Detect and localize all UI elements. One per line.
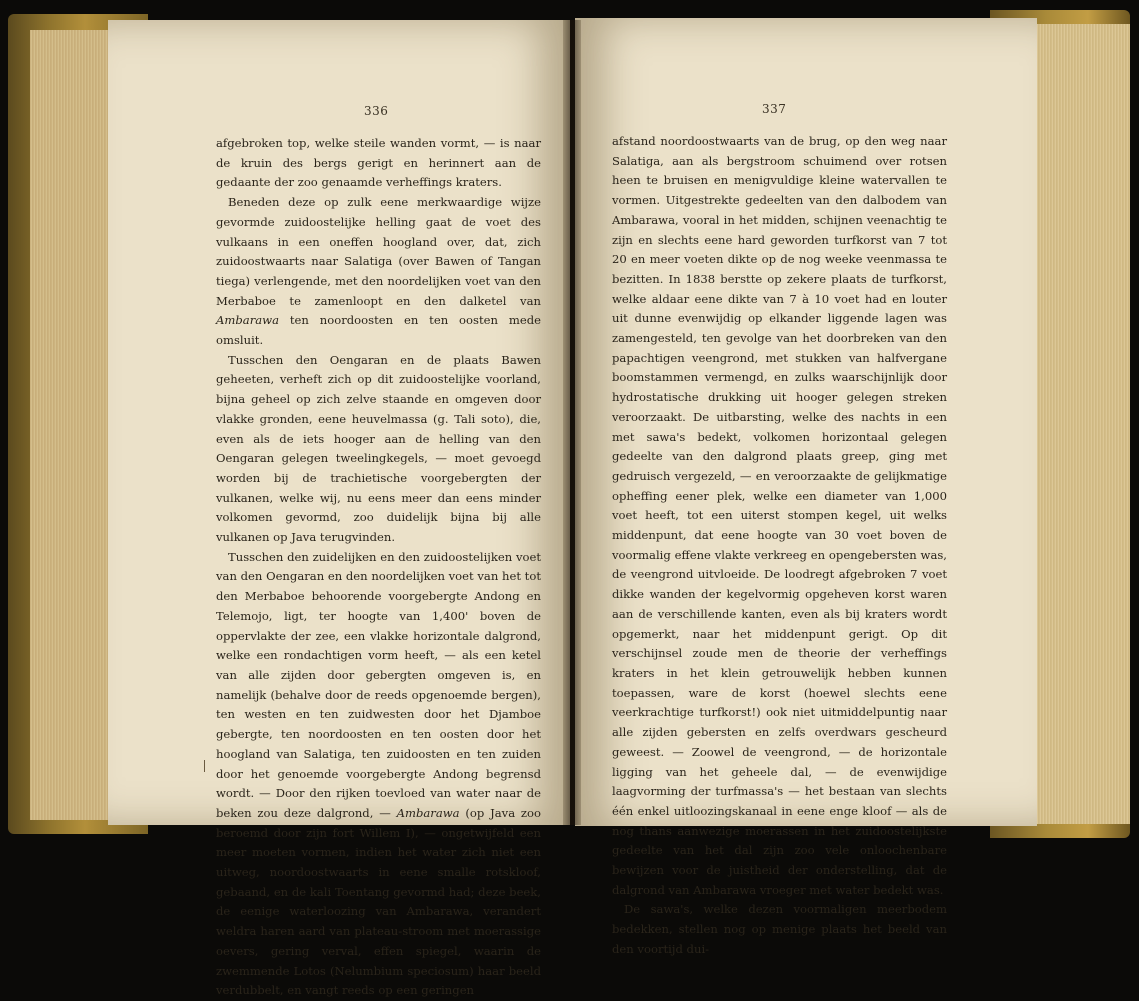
left-page xyxy=(108,20,570,998)
italic-place-name: Ambarawa xyxy=(216,313,279,328)
paragraph xyxy=(216,193,541,351)
paragraph xyxy=(216,134,541,193)
page-number: 337 xyxy=(762,102,787,116)
paragraph xyxy=(612,132,947,900)
page-body-text xyxy=(216,134,541,1001)
page-number: 336 xyxy=(364,104,389,118)
paragraph xyxy=(216,351,541,548)
text-run: Beneden deze op zulk eene merkwaardige wijze gevormde zuidoostelijke helling gaat de voet des vulkaans in een oneffen hoogland over, dat, zich zuidoostwaarts naar Salatiga (over Bawen of Tangan tiega) verlengende, met den noordelijken voet van den Merbaboe te zamenloopt en den dalketel van xyxy=(216,195,541,308)
page-edges-right xyxy=(1030,24,1130,824)
text-run: afstand noordoostwaarts van de brug, op den weg naar Salatiga, aan als bergstroom schuimend over rotsen heen te bruisen en menigvuldige kleine watervallen te vormen. Uitgestrekte gedeelten van den dalbodem van Ambarawa, vooral in het midden, schijnen veenachtig te zijn en slechts eene hard geworden turfkorst van 7 tot 20 en meer voeten dikte op de nog weeke veenmassa te bezitten. In 1838 berstte op zekere plaats de turfkorst, welke aldaar eene dikte van 7 à 10 voet had en louter uit dunne evenwijdig op elkander liggende lagen was zamengesteld, ten gevolge van het doorbreken van den papachtigen veengrond, met stukken van halfvergane boomstammen vermengd, en zulks waarschijnlijk door hydrostatische drukking uit hooger gelegen streken veroorzaakt. De uitbarsting, welke des nachts in een met sawa's bedekt, volkomen horizontaal gelegen gedeelte van den dalgrond plaats greep, ging met gedruisch vergezeld, — en veroorzaakte de gelijkmatige opheffing eener plek, welke een diameter van 1,000 voet heeft, tot een uiterst stompen kegel, uit welks middenpunt, dat eene hoogte van 30 voet boven de voormalig effene vlakte verkreeg en opengebersten was, de veengrond uitvloeide. De loodregt afgebroken 7 voet dikke wanden der kegelvormig opgeheven korst waren aan de verschillende kanten, even als bij kraters wordt opgemerkt, naar het middenpunt gerigt. Op dit verschijnsel zoude men de theorie der verheffings kraters in het klein getrouwelijk hebben kunnen toepassen, ware de korst (hoewel slechts eene veerkrachtige turfkorst!) ook niet uitmiddelpuntig naar alle zijden gebersten en zelfs overdwars gescheurd geweest. — Zoowel de veengrond, — de horizontale ligging van het geheele dal, — de evenwijdige laagvorming der turfmassa's — het bestaan van slechts één enkel uitloozingskanaal in eene enge kloof — als de nog thans aanwezige moerassen in het zuidoostelijkste gedeelte van het dal zijn zoo vele onloochenbare bewijzen voor de juistheid der onderstelling, dat de dalgrond van Ambarawa vroeger met water bedekt was. xyxy=(612,134,947,897)
text-run: ten noordoosten en ten oosten mede omsluit. xyxy=(216,313,541,348)
text-run: De sawa's, welke dezen voormaligen meerbodem bedekken, stellen nog op menige plaats het beeld van den voortijd dui- xyxy=(612,902,947,956)
paragraph xyxy=(216,548,541,1001)
text-run: afgebroken top, welke steile wanden vormt, — is naar de kruin des bergs gerigt en herinnert aan de gedaante der zoo genaamde verheffings kraters. xyxy=(216,136,541,190)
margin-mark xyxy=(204,760,205,772)
page-body-text xyxy=(612,132,947,960)
text-run: Tusschen den Oengaran en de plaats Bawen geheeten, verheft zich op dit zuidoostelijke voorland, bijna geheel op zich zelve staande en omgeven door vlakke gronden, eene heuvelmassa (g. Tali soto), die, even als de iets hooger aan de helling van den Oengaran gelegen tweelingkegels, — moet gevoegd worden bij de trachietische voorgebergten der vulkanen, welke wij, nu eens meer dan eens minder volkomen gevormd, zoo duidelijk bijna bij alle vulkanen op Java terugvinden. xyxy=(216,352,541,545)
text-run: (op Java zoo beroemd door zijn fort Willem I), — ongetwijfeld een meer moeten vormen, indien het water zich niet een uitweg, noordoostwaarts in eene smalle rotskloof, gebaand, en de kali Toentang gevormd had; deze beek, de eenige waterloozing van Ambarawa, verandert weldra haren aard van plateau-stroom met moerassige oevers, gering verval, effen spiegel, waarin de zwemmende Lotos (Nelumbium speciosum) haar beeld verdubbelt, en vangt reeds op een geringen xyxy=(216,805,541,998)
paragraph xyxy=(612,900,947,959)
book-gutter xyxy=(563,20,581,825)
right-page xyxy=(575,18,1037,956)
text-run: Tusschen den zuidelijken en den zuidoostelijken voet van den Oengaran en den noordelijken voet van het tot den Merbaboe behoorende voorgebergte Andong en Telemojo, ligt, ter hoogte van 1,400' boven de oppervlakte der zee, een vlakke horizontale dalgrond, welke een rondachtigen vorm heeft, — als een ketel van alle zijden door gebergten omgeven is, en namelijk (behalve door de reeds opgenoemde bergen), ten westen en ten zuidwesten door het Djamboe gebergte, ten noordoosten en ten oosten door het hoogland van Salatiga, ten zuidoosten en ten zuiden door het genoemde voorgebergte Andong begrensd wordt. — Door den rijken toevloed van water naar de beken zou deze dalgrond, — xyxy=(216,549,541,820)
italic-place-name: Ambarawa xyxy=(396,805,460,820)
